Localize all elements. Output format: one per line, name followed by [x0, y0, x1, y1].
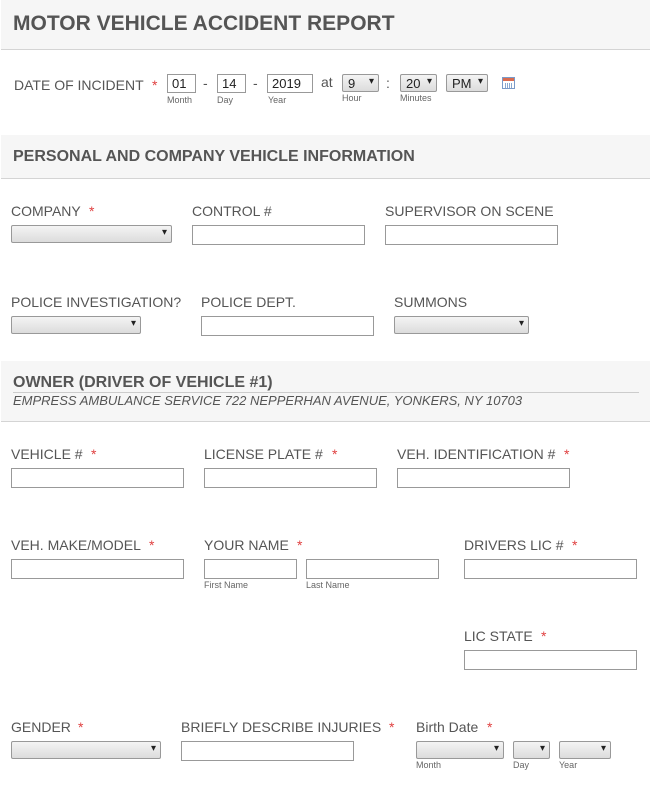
injuries-label: BRIEFLY DESCRIBE INJURIES — [181, 719, 382, 735]
date-separator: - — [203, 75, 208, 91]
vehicle-input[interactable] — [11, 468, 184, 488]
date-of-incident-label: DATE OF INCIDENT — [14, 77, 144, 93]
section-title-personal: PERSONAL AND COMPANY VEHICLE INFORMATION — [13, 148, 415, 165]
vin-label: VEH. IDENTIFICATION # — [397, 446, 556, 462]
license-plate-label: LICENSE PLATE # — [204, 446, 323, 462]
incident-day-input[interactable] — [217, 74, 246, 93]
chevron-down-icon: ▾ — [477, 76, 483, 87]
day-sublabel: Day — [217, 95, 234, 105]
first-name-sublabel: First Name — [204, 580, 249, 590]
incident-month-input[interactable] — [167, 74, 196, 93]
divider — [1, 421, 650, 422]
divider — [1, 178, 650, 179]
required-mark: * — [297, 537, 303, 553]
birth-month-sublabel: Month — [416, 760, 442, 770]
incident-year-input[interactable] — [267, 74, 313, 93]
section-subtitle-owner: EMPRESS AMBULANCE SERVICE 722 NEPPERHAN AVENUE, YONKERS, NY 10703 — [13, 393, 523, 408]
chevron-down-icon: ▾ — [161, 227, 167, 238]
ampm-value: PM — [452, 76, 472, 91]
required-mark: * — [541, 628, 547, 644]
summons-label: SUMMONS — [394, 294, 468, 310]
control-label: CONTROL # — [192, 203, 272, 219]
birth-month-select[interactable] — [416, 741, 504, 759]
injuries-input[interactable] — [181, 741, 354, 761]
chevron-down-icon: ▾ — [426, 76, 432, 87]
required-mark: * — [89, 203, 95, 219]
lic-state-label: LIC STATE — [464, 628, 533, 644]
time-colon: : — [386, 75, 390, 91]
divider — [1, 49, 650, 50]
chevron-down-icon: ▾ — [130, 318, 136, 329]
ampm-select[interactable] — [446, 74, 488, 92]
summons-select[interactable] — [394, 316, 529, 334]
make-model-input[interactable] — [11, 559, 184, 579]
make-model-label: VEH. MAKE/MODEL — [11, 537, 141, 553]
gender-select[interactable] — [11, 741, 161, 759]
last-name-sublabel: Last Name — [306, 580, 350, 590]
chevron-down-icon: ▾ — [539, 743, 545, 754]
month-sublabel: Month — [167, 95, 193, 105]
chevron-down-icon: ▾ — [493, 743, 499, 754]
police-dept-input[interactable] — [201, 316, 374, 336]
drivers-lic-label: DRIVERS LIC # — [464, 537, 564, 553]
drivers-lic-input[interactable] — [464, 559, 637, 579]
chevron-down-icon: ▾ — [600, 743, 606, 754]
birth-year-select[interactable] — [559, 741, 611, 759]
your-name-label: YOUR NAME — [204, 537, 289, 553]
at-text: at — [321, 74, 333, 90]
license-plate-input[interactable] — [204, 468, 377, 488]
lic-state-input[interactable] — [464, 650, 637, 670]
supervisor-label: SUPERVISOR ON SCENE — [385, 203, 554, 219]
hour-select[interactable] — [342, 74, 379, 92]
year-sublabel: Year — [268, 95, 287, 105]
required-mark: * — [572, 537, 578, 553]
vin-input[interactable] — [397, 468, 570, 488]
required-mark: * — [564, 446, 570, 462]
chevron-down-icon: ▾ — [150, 743, 156, 754]
required-mark: * — [487, 719, 493, 735]
required-mark: * — [78, 719, 84, 735]
police-investigation-select[interactable] — [11, 316, 141, 334]
birth-day-select[interactable] — [513, 741, 550, 759]
birth-day-sublabel: Day — [513, 760, 530, 770]
form-title: MOTOR VEHICLE ACCIDENT REPORT — [13, 12, 395, 35]
control-input[interactable] — [192, 225, 365, 245]
birth-year-sublabel: Year — [559, 760, 578, 770]
chevron-down-icon: ▾ — [518, 318, 524, 329]
calendar-icon[interactable] — [502, 77, 515, 89]
required-mark: * — [332, 446, 338, 462]
minutes-select[interactable] — [400, 74, 437, 92]
section-title-owner: OWNER (DRIVER OF VEHICLE #1) — [13, 374, 273, 391]
minutes-value: 20 — [406, 76, 421, 91]
gender-label: GENDER — [11, 719, 71, 735]
chevron-down-icon: ▾ — [368, 76, 374, 87]
birth-date-label: Birth Date — [416, 719, 479, 735]
police-investigation-label: POLICE INVESTIGATION? — [11, 294, 182, 310]
required-mark: * — [91, 446, 97, 462]
supervisor-input[interactable] — [385, 225, 558, 245]
vehicle-label: VEHICLE # — [11, 446, 83, 462]
first-name-input[interactable] — [204, 559, 297, 579]
date-separator: - — [253, 75, 258, 91]
required-mark: * — [389, 719, 395, 735]
required-mark: * — [149, 537, 155, 553]
hour-value: 9 — [348, 76, 356, 91]
company-select[interactable] — [11, 225, 172, 243]
required-mark: * — [152, 77, 158, 93]
minutes-sublabel: Minutes — [400, 93, 432, 103]
company-label: COMPANY — [11, 203, 81, 219]
last-name-input[interactable] — [306, 559, 439, 579]
hour-sublabel: Hour — [342, 93, 362, 103]
police-dept-label: POLICE DEPT. — [201, 294, 296, 310]
